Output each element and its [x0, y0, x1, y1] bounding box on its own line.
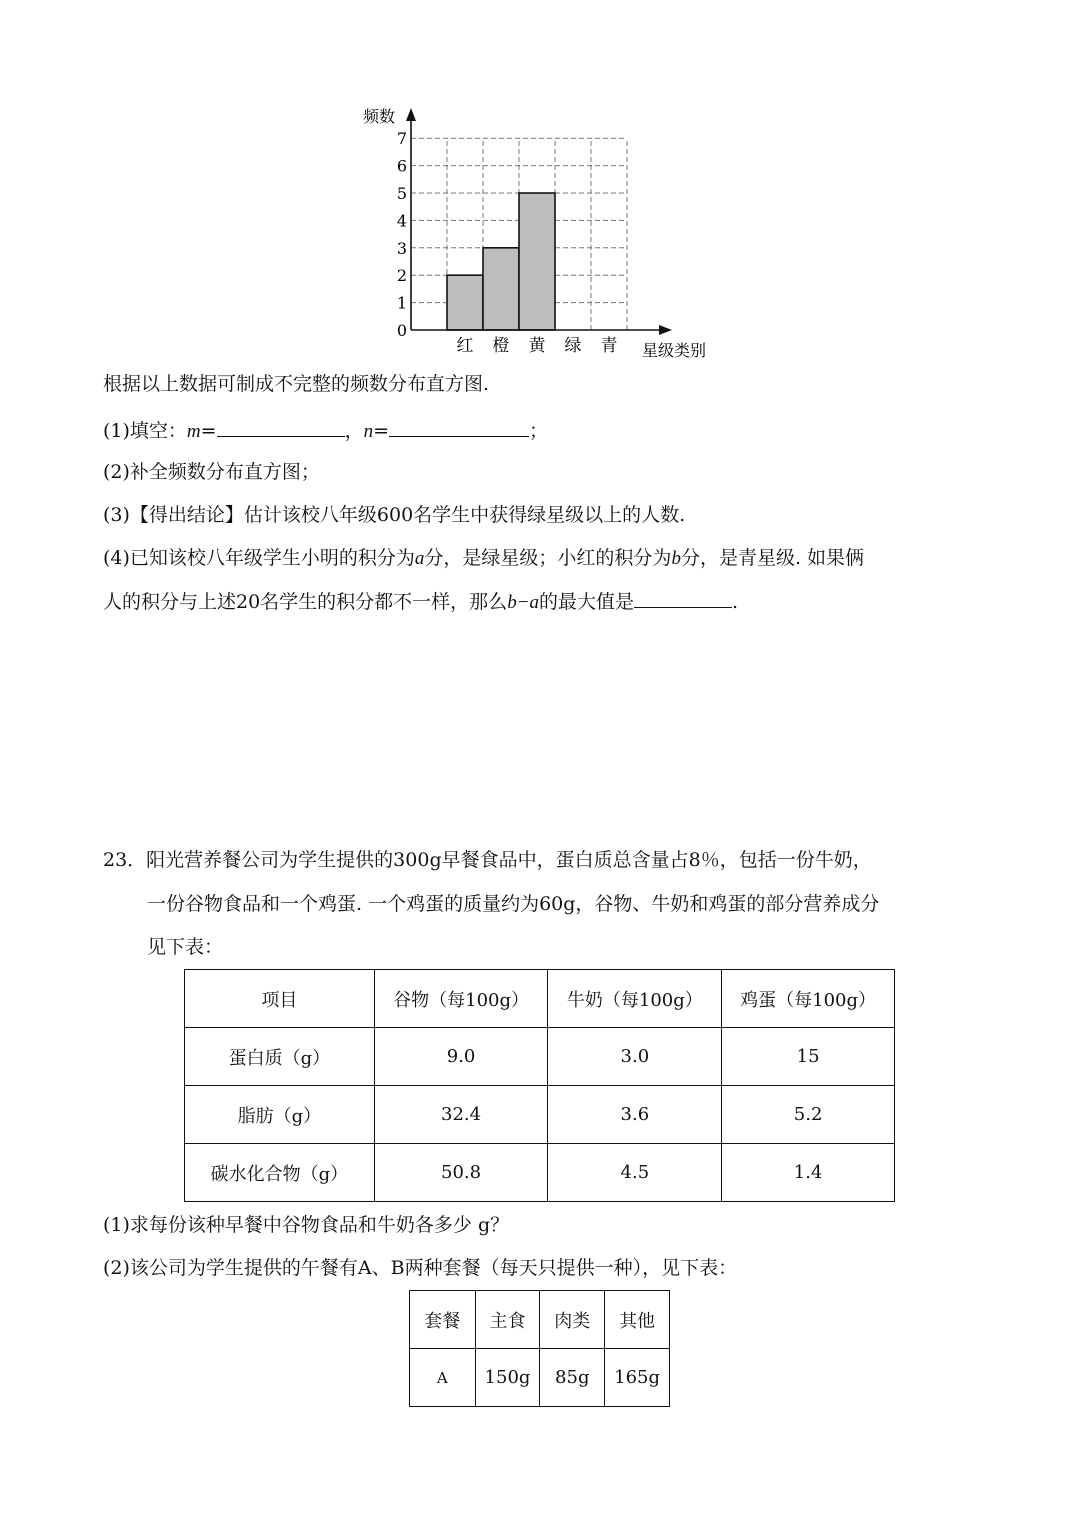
table-cell: 32.4	[374, 1086, 548, 1144]
table-cell: 3.6	[548, 1086, 722, 1144]
header-cell: 套餐	[410, 1291, 476, 1349]
header-cell: 肉类	[540, 1291, 605, 1349]
y-tick-label: 0	[396, 321, 407, 340]
y-tick-label: 2	[396, 266, 407, 286]
y-axis-label: 频数	[363, 107, 396, 126]
n-blank[interactable]	[389, 418, 529, 437]
semicolon: ；	[529, 420, 549, 442]
table-header-row	[185, 970, 895, 1028]
q4-text: 的最大值是	[539, 591, 635, 613]
y-tick-label: 6	[396, 156, 407, 176]
problem-23-line1: 23．阳光营养餐公司为学生提供的300g早餐食品中，蛋白质总含量占8％，包括一份牛奶，	[103, 849, 872, 871]
header-cell: 主食	[475, 1291, 540, 1349]
x-axis-label: 星级类别	[642, 341, 707, 360]
q4-text: 分，是绿星级；小红的积分为	[424, 547, 672, 569]
var-n: n	[363, 421, 374, 442]
table-row	[185, 1144, 895, 1202]
problem-23-q1: (1)求每份该种早餐中谷物食品和牛奶各多少 g？	[103, 1214, 510, 1236]
header-cell: 牛奶（每100g）	[548, 970, 722, 1028]
table-cell: 1.4	[722, 1144, 895, 1202]
table-row	[185, 1028, 895, 1086]
table-header-row	[410, 1291, 670, 1349]
period: .	[732, 591, 739, 613]
row-label: 蛋白质（g）	[185, 1028, 375, 1086]
table-row	[410, 1349, 670, 1407]
bar-2	[519, 193, 555, 330]
table-cell: 15	[722, 1028, 895, 1086]
x-tick-label: 橙	[492, 336, 510, 356]
y-axis-arrow	[406, 108, 416, 121]
table-cell: 165g	[605, 1349, 670, 1407]
header-cell: 谷物（每100g）	[374, 970, 548, 1028]
var-m: m	[186, 421, 201, 442]
bar-0	[447, 275, 483, 330]
comma: ，	[344, 420, 364, 442]
y-tick-label: 5	[396, 184, 407, 203]
header-cell: 项目	[185, 970, 375, 1028]
table-cell: 4.5	[548, 1144, 722, 1202]
x-axis-arrow	[659, 325, 672, 335]
m-blank[interactable]	[217, 418, 345, 437]
header-cell: 鸡蛋（每100g）	[722, 970, 895, 1028]
nutrition-table	[184, 969, 895, 1202]
table-cell: 9.0	[374, 1028, 548, 1086]
table-row	[185, 1086, 895, 1144]
header-cell: 其他	[605, 1291, 670, 1349]
q4-text: 分，是青星级. 如果俩	[680, 547, 865, 569]
histogram-chart	[0, 0, 1080, 370]
question-4-line1	[103, 546, 864, 571]
table-cell: 3.0	[548, 1028, 722, 1086]
table-cell: 150g	[475, 1349, 540, 1407]
y-tick-label: 3	[396, 238, 407, 258]
eq: =	[373, 420, 390, 442]
x-tick-label: 红	[456, 336, 474, 356]
expr-b-minus-a: b−a	[507, 592, 540, 613]
table-cell: 50.8	[374, 1144, 548, 1202]
problem-23-line2: 一份谷物食品和一个鸡蛋. 一个鸡蛋的质量约为60g，谷物、牛奶和鸡蛋的部分营养成分	[147, 893, 880, 915]
y-tick-label: 4	[396, 211, 407, 231]
table-cell: A	[410, 1349, 476, 1407]
question-3: (3)【得出结论】估计该校八年级600名学生中获得绿星级以上的人数.	[103, 504, 686, 526]
eq: =	[200, 420, 217, 442]
q4-text: 人的积分与上述20名学生的积分都不一样，那么	[103, 591, 508, 613]
y-tick-label: 7	[396, 129, 407, 149]
x-tick-label: 青	[600, 336, 618, 356]
question-4-line2	[103, 589, 738, 615]
row-label: 碳水化合物（g）	[185, 1144, 375, 1202]
table-cell: 5.2	[722, 1086, 895, 1144]
lunch-table	[409, 1290, 670, 1407]
var-a: a	[414, 548, 425, 569]
bar-1	[483, 248, 519, 330]
question-1	[103, 418, 548, 444]
x-tick-label: 黄	[528, 336, 546, 356]
answer-blank[interactable]	[634, 589, 732, 608]
q1-label: (1)填空：	[103, 420, 187, 442]
y-tick-label: 1	[396, 293, 407, 313]
row-label: 脂肪（g）	[185, 1086, 375, 1144]
problem-23-q2: (2)该公司为学生提供的午餐有A、B两种套餐（每天只提供一种），见下表：	[103, 1257, 738, 1279]
table-cell: 85g	[540, 1349, 605, 1407]
intro-text: 根据以上数据可制成不完整的频数分布直方图.	[103, 373, 490, 395]
q4-text: (4)已知该校八年级学生小明的积分为	[103, 547, 415, 569]
var-b: b	[671, 548, 681, 569]
x-tick-label: 绿	[564, 336, 582, 356]
problem-23-line3: 见下表：	[147, 936, 224, 958]
question-2: (2)补全频数分布直方图；	[103, 461, 320, 483]
